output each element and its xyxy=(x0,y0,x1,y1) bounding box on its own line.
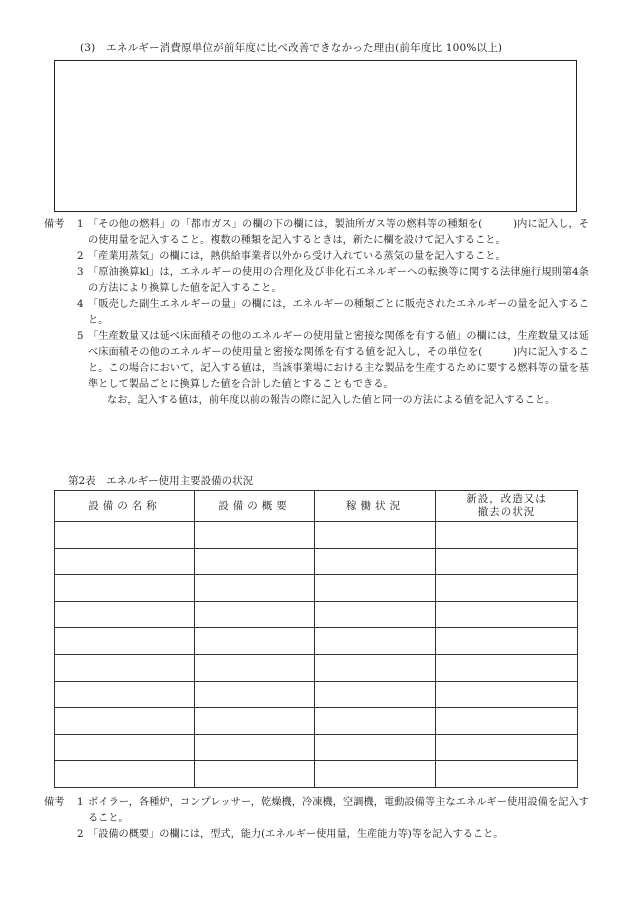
table-cell[interactable] xyxy=(55,681,195,708)
note-number: 2 xyxy=(77,251,84,262)
table-cell[interactable] xyxy=(315,734,436,761)
note-item xyxy=(44,217,589,249)
note-text: ボイラー，各種炉，コンプレッサー，乾燥機，冷凍機，空調機，電動設備等主なエネルギー使用設備を記入すること。 xyxy=(88,797,589,824)
notes-label: 備考 xyxy=(44,797,65,808)
table-cell[interactable] xyxy=(315,708,436,735)
table-row xyxy=(55,628,578,655)
notes-section-1 xyxy=(44,217,589,409)
table-cell[interactable] xyxy=(436,708,578,735)
table-row xyxy=(55,654,578,681)
table-cell[interactable] xyxy=(436,628,578,655)
table-row xyxy=(55,601,578,628)
table-row xyxy=(55,548,578,575)
note-item xyxy=(44,329,589,393)
table-cell[interactable] xyxy=(55,654,195,681)
table-cell[interactable] xyxy=(315,522,436,549)
notes-section-2 xyxy=(44,795,589,843)
note-item xyxy=(44,297,589,329)
table-row xyxy=(55,575,578,602)
reason-input-box[interactable] xyxy=(54,60,577,212)
table-row xyxy=(55,734,578,761)
table-cell[interactable] xyxy=(436,601,578,628)
table-cell[interactable] xyxy=(436,548,578,575)
note-text: 「原油換算kl」は，エネルギーの使用の合理化及び非化石エネルギーへの転換等に関する法律施行規則第4条の方法により換算した値を記入すること。 xyxy=(88,267,589,294)
table-cell[interactable] xyxy=(315,761,436,788)
note-number: 3 xyxy=(77,267,84,278)
note-number: 5 xyxy=(77,331,84,342)
table2-title: 第2表 エネルギー使用主要設備の状況 xyxy=(68,475,254,487)
header-installation-status xyxy=(436,491,578,522)
table-cell[interactable] xyxy=(315,628,436,655)
table-cell[interactable] xyxy=(436,522,578,549)
table-header-row xyxy=(55,491,578,522)
header-equipment-overview: 設備の概要 xyxy=(195,491,315,522)
header-operating-status: 稼働状況 xyxy=(315,491,436,522)
table-cell[interactable] xyxy=(55,575,195,602)
note-number: 2 xyxy=(77,829,84,840)
table-cell[interactable] xyxy=(55,601,195,628)
note-item xyxy=(44,827,589,843)
table-cell[interactable] xyxy=(315,681,436,708)
note-number: 1 xyxy=(77,797,84,808)
table-row xyxy=(55,761,578,788)
header-installation-status-text: 新設，改造又は 撤去の状況 xyxy=(466,493,547,518)
table-cell[interactable] xyxy=(195,522,315,549)
table-cell[interactable] xyxy=(195,734,315,761)
note-text: 「生産数量又は延べ床面積その他のエネルギーの使用量と密接な関係を有する値」の欄には，生産数量又は延べ床面積その他のエネルギーの使用量と密接な関係を有する値を記入し，その単位を( )内に記入すること。この場合において，記入する値は，当該事業場における主な製品を生産するために要する燃料等の量を基準として製品ごとに換算した値を合計した値とすることもできる。 xyxy=(88,331,589,390)
table-cell[interactable] xyxy=(195,601,315,628)
table-cell[interactable] xyxy=(55,522,195,549)
note-continuation: なお，記入する値は，前年度以前の報告の際に記入した値と同一の方法による値を記入すること。 xyxy=(107,395,556,406)
note-text: 「その他の燃料」の「都市ガス」の欄の下の欄には，製油所ガス等の燃料等の種類を( )内に記入し，その使用量を記入すること。複数の種類を記入するときは，新たに欄を設けて記入すること。 xyxy=(88,219,589,246)
table-cell[interactable] xyxy=(436,575,578,602)
table-cell[interactable] xyxy=(55,734,195,761)
table-cell[interactable] xyxy=(315,548,436,575)
table-cell[interactable] xyxy=(315,575,436,602)
table-cell[interactable] xyxy=(55,708,195,735)
table-cell[interactable] xyxy=(195,654,315,681)
equipment-table xyxy=(54,490,578,788)
note-item xyxy=(44,795,589,827)
table-cell[interactable] xyxy=(195,548,315,575)
table-cell[interactable] xyxy=(55,548,195,575)
table-cell[interactable] xyxy=(195,708,315,735)
note-item xyxy=(44,265,589,297)
note-text: 「産業用蒸気」の欄には，熱供給事業者以外から受け入れている蒸気の量を記入すること。 xyxy=(88,251,506,262)
note-number: 4 xyxy=(77,299,84,310)
table-cell[interactable] xyxy=(315,654,436,681)
table-cell[interactable] xyxy=(195,681,315,708)
table-cell[interactable] xyxy=(315,601,436,628)
table-cell[interactable] xyxy=(195,761,315,788)
table-cell[interactable] xyxy=(195,575,315,602)
header-equipment-name: 設備の名称 xyxy=(55,491,195,522)
table-cell[interactable] xyxy=(436,681,578,708)
table-row xyxy=(55,708,578,735)
note-text: 「設備の概要」の欄には，型式，能力(エネルギー使用量，生産能力等)等を記入すること。 xyxy=(88,829,504,840)
note-item xyxy=(44,249,589,265)
table-cell[interactable] xyxy=(436,654,578,681)
notes-label: 備考 xyxy=(44,219,65,230)
table-cell[interactable] xyxy=(195,628,315,655)
section3-heading: (3) エネルギー消費原単位が前年度に比べ改善できなかった理由(前年度比 100%以上) xyxy=(80,42,503,54)
table-row xyxy=(55,522,578,549)
note-text: 「販売した副生エネルギーの量」の欄には，エネルギーの種類ごとに販売されたエネルギーの量を記入すること。 xyxy=(88,299,589,326)
table-cell[interactable] xyxy=(436,761,578,788)
table-cell[interactable] xyxy=(55,761,195,788)
table-row xyxy=(55,681,578,708)
table-cell[interactable] xyxy=(436,734,578,761)
note-number: 1 xyxy=(77,219,84,230)
table-cell[interactable] xyxy=(55,628,195,655)
